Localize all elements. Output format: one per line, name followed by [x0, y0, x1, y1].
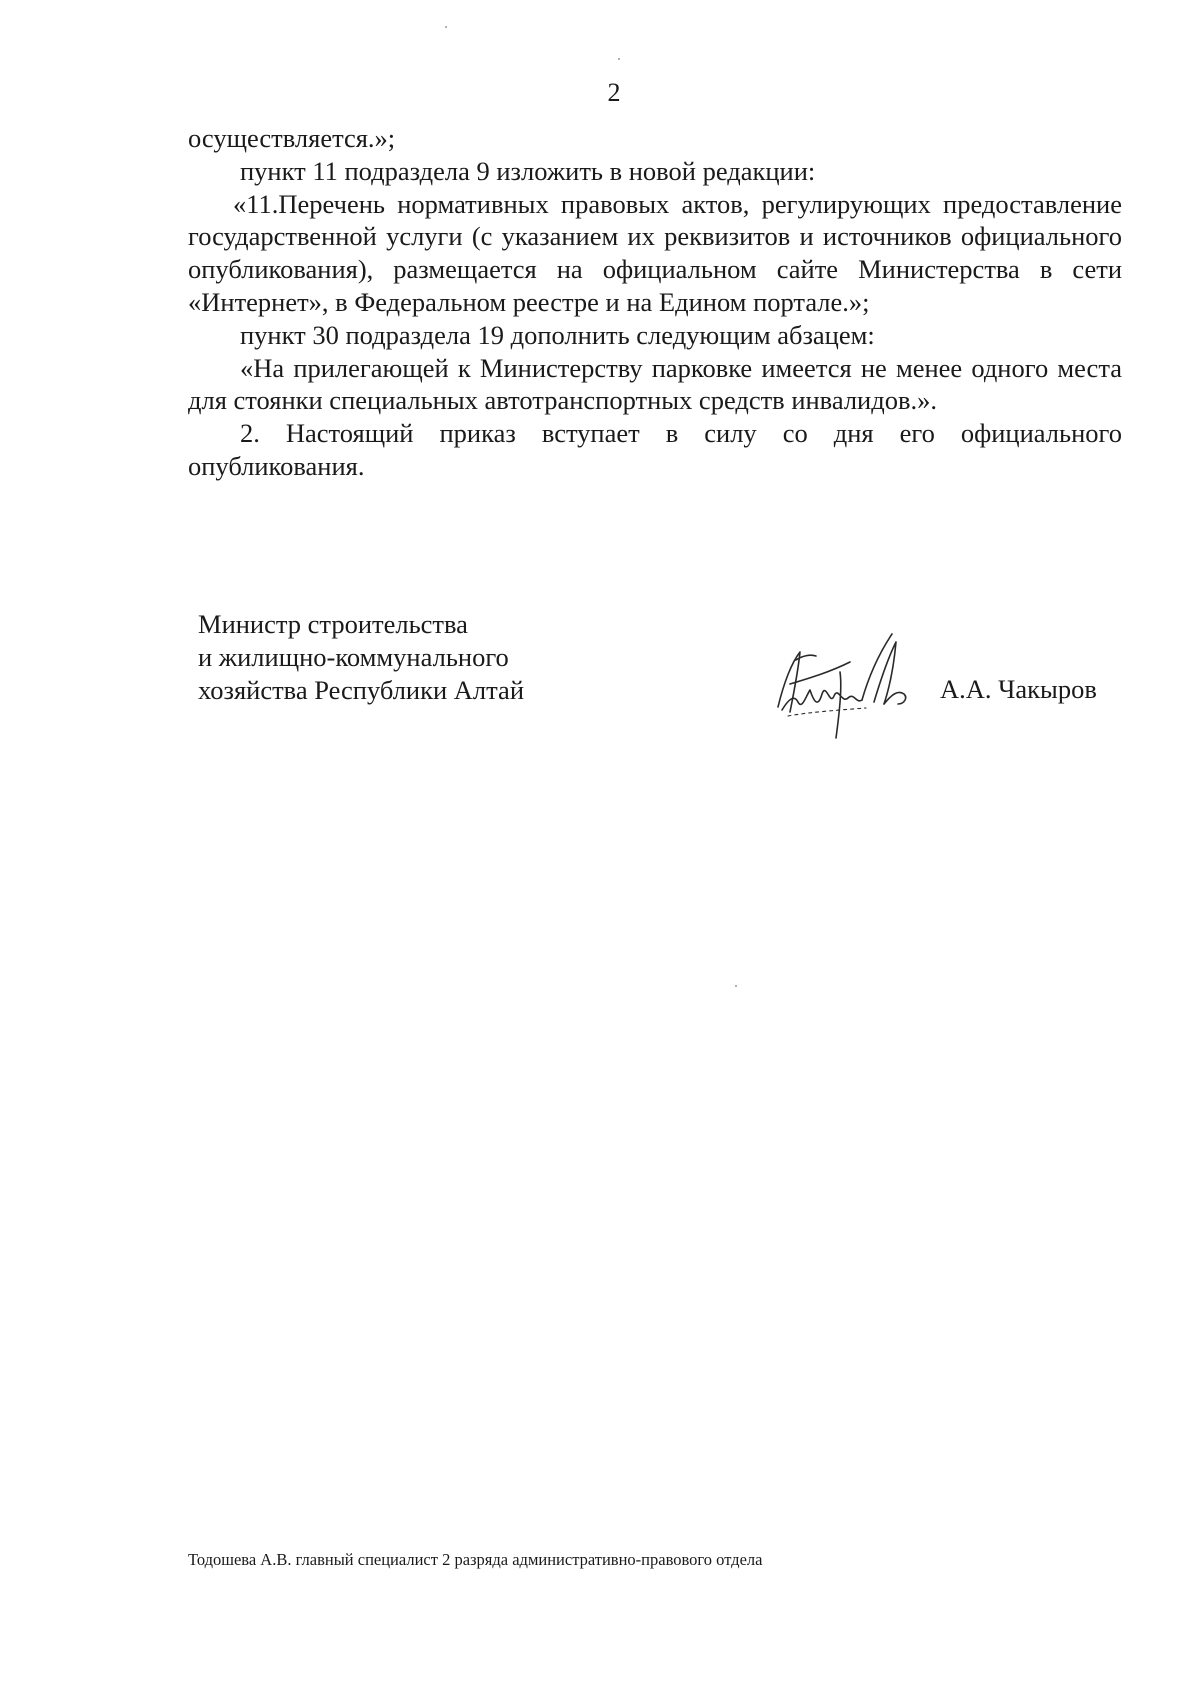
paragraph-item-30-heading: пункт 30 подраздела 19 дополнить следующим абзацем: — [240, 319, 875, 350]
signatory-title-line: и жилищно-коммунального — [198, 641, 509, 672]
scan-speck — [735, 985, 737, 987]
document-body — [188, 122, 1122, 483]
paragraph-item-11-text: «11.Перечень нормативных правовых актов, регулирующих предоставление государственной услуги (с указанием их реквизитов и источников официального опубликования), размещается на официальном сайте Министерства в сети «Интернет», в Федеральном реестре и на Едином портале.»; — [188, 188, 1122, 317]
executor-note: Тодошева А.В. главный специалист 2 разряда административно-правового отдела — [188, 1550, 763, 1569]
handwritten-signature — [770, 612, 950, 742]
signatory-title-line: хозяйства Республики Алтай — [198, 674, 524, 705]
paragraph-continuation: осуществляется.»; — [188, 123, 396, 153]
scan-speck — [445, 26, 447, 28]
signatory-name: А.А. Чакыров — [940, 674, 1097, 704]
paragraph-effective-date: 2. Настоящий приказ вступает в силу со дня его официального опубликования. — [188, 418, 1122, 481]
page-number: 2 — [607, 78, 621, 107]
paragraph-item-30-text: «На прилегающей к Министерству парковке имеется не менее одного места для стоянки специальных автотранспортных средств инвалидов.». — [188, 352, 1122, 416]
paragraph-item-11-heading: пункт 11 подраздела 9 изложить в новой редакции: — [240, 155, 816, 186]
scan-speck — [618, 58, 620, 60]
signatory-title — [198, 608, 524, 706]
signatory-title-line: Министр строительства — [198, 609, 468, 639]
